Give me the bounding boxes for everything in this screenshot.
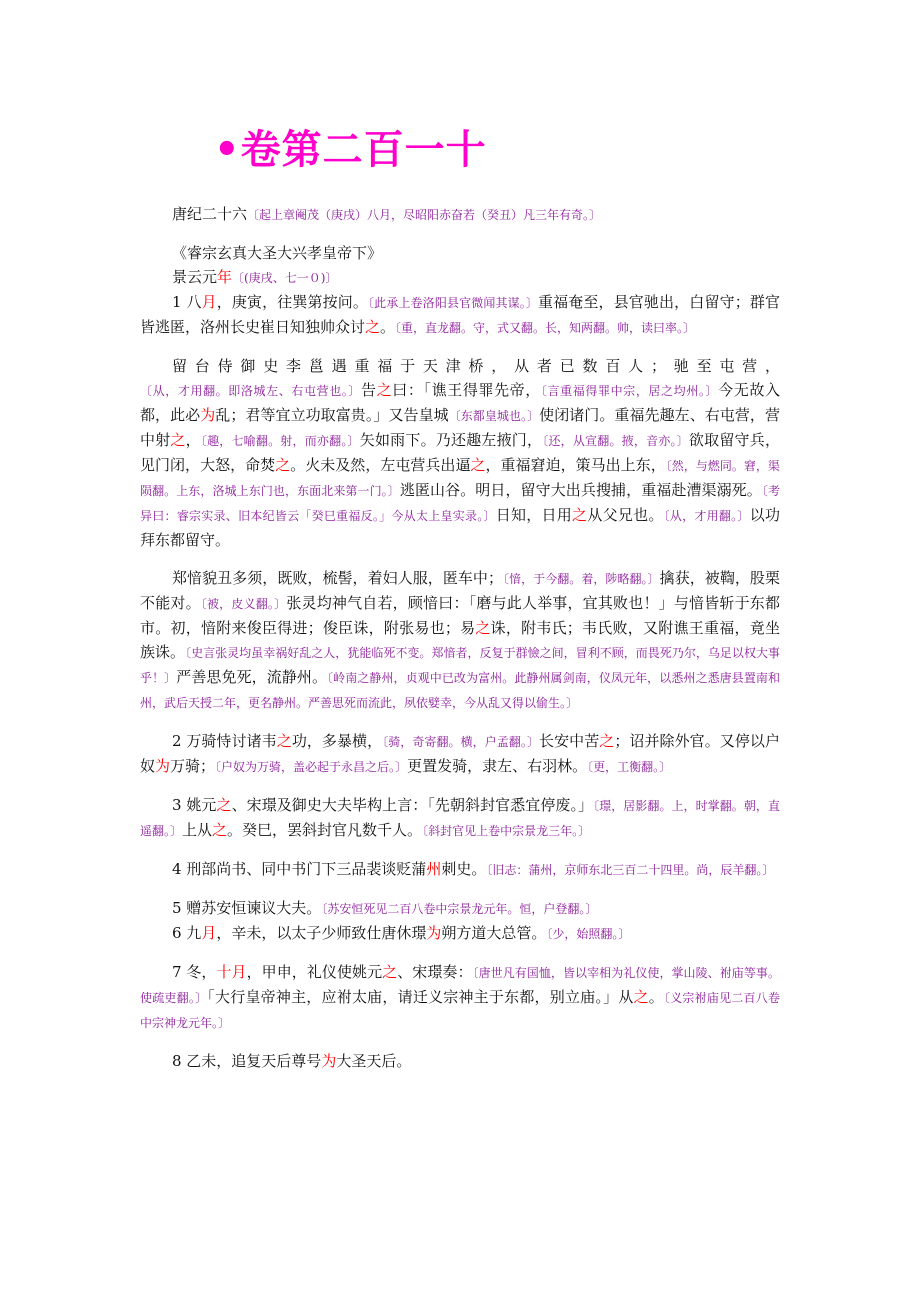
entry-paragraph xyxy=(140,290,780,340)
volume-title: •卷第二百一十 xyxy=(214,127,487,173)
main-text: 万骑； xyxy=(170,757,216,775)
annotation-text: 〔璟，居影翻。上，时掌翻。朝，直遥翻。〕 xyxy=(140,799,780,838)
highlight-char: 月 xyxy=(201,924,217,942)
highlight-char: 之 xyxy=(216,796,232,814)
main-text: 欲取留守兵，见门闭，大怒，命焚 xyxy=(140,431,780,474)
entry-paragraph xyxy=(140,566,780,715)
annotation-text: 〔更，工衡翻。〕 xyxy=(587,760,672,774)
dynasty-line xyxy=(140,202,780,227)
main-text: 告 xyxy=(361,381,377,399)
annotation-text: 〔从，才用翻。〕 xyxy=(663,509,750,523)
annotation-text: 〔还，从宣翻。掖，音亦。〕 xyxy=(542,434,689,448)
main-text: 刺史。 xyxy=(441,860,487,878)
main-text: 逃匿山谷。明日，留守大出兵搜捕，重福赴漕渠溺死。 xyxy=(399,481,762,499)
main-text: ，辛未，以太子少师致仕唐休璟 xyxy=(216,924,427,942)
main-text: 长安中苦 xyxy=(539,732,600,750)
main-text: 从父兄也。 xyxy=(587,506,664,524)
era-year-char: 年 xyxy=(217,268,233,286)
entry-paragraph xyxy=(140,960,780,1035)
dynasty-name: 唐纪二十六 xyxy=(172,205,248,223)
main-text: 3 姚元 xyxy=(172,796,217,814)
main-text: ，重福窘迫，策马出上东， xyxy=(485,456,666,474)
annotation-text: 〔趣，七喻翻。射，而亦翻。〕 xyxy=(200,434,360,448)
main-text: 。 xyxy=(648,988,664,1006)
main-text: ， xyxy=(185,431,201,449)
highlight-char: 之 xyxy=(212,821,228,839)
highlight-char: 之 xyxy=(470,456,486,474)
annotation-text: 〔重，直龙翻。守，式又翻。长，知两翻。帅，读曰率。〕 xyxy=(395,321,696,335)
main-text: 6 九 xyxy=(172,924,202,942)
entry-list xyxy=(140,290,780,1073)
annotation-text: 〔唐世凡有国恤，皆以宰相为礼仪使，掌山陵、祔庙等事。使疏吏翻。〕 xyxy=(140,966,780,1005)
highlight-char: 之 xyxy=(365,318,381,336)
annotation-text: 〔愔，于今翻。着，陟略翻。〕 xyxy=(502,572,660,586)
entry-paragraph xyxy=(140,921,780,946)
range-annotation: 〔起上章阉茂（庚戌）八月，尽昭阳赤奋若（癸丑）凡三年有奇。〕 xyxy=(247,208,602,222)
highlight-char: 之 xyxy=(475,619,491,637)
main-text: 、宋璟及御史大夫毕构上言：「先朝斜封官悉宜停废。」 xyxy=(231,796,594,814)
annotation-text: 〔考异曰：睿宗实录、旧本纪皆云「癸巳重福反。」今从太上皇实录。〕 xyxy=(140,484,780,523)
highlight-char: 之 xyxy=(170,431,186,449)
main-text: 「大行皇帝神主，应祔太庙，请迁义宗神主于东都，别立庙。」从 xyxy=(207,988,634,1006)
highlight-char: 为 xyxy=(321,1052,337,1070)
main-text: 郑愔貌丑多须，既败，梳髻，着妇人服，匿车中； xyxy=(172,569,503,587)
main-text: 。癸巳，罢斜封官凡数千人。 xyxy=(227,821,423,839)
annotation-text: 〔少，始照翻。〕 xyxy=(546,927,631,941)
highlight-char: 为 xyxy=(155,757,171,775)
annotation-text: 〔此承上卷洛阳县官微闻其谋。〕 xyxy=(368,296,538,310)
main-text: 功，多暴横， xyxy=(291,732,383,750)
main-text: 更置发骑，隶左、右羽林。 xyxy=(407,757,588,775)
main-text: 乱；君等宜立功取富贵。」又告皇城 xyxy=(215,406,449,424)
annotation-text: 〔言重福得罪中宗，居之均州。〕 xyxy=(540,384,719,398)
highlight-char: 为 xyxy=(200,406,216,424)
highlight-char: 州 xyxy=(426,860,442,878)
emperor-heading: 《睿宗玄真大圣大兴孝皇帝下》 xyxy=(172,244,383,262)
annotation-text: 〔从，才用翻。即洛城左、右屯营也。〕 xyxy=(140,384,362,398)
main-text: 诛，附韦氏；韦氏败，又附谯王重福，竟坐族诛。 xyxy=(140,619,780,661)
main-text: ；诏并除外官。又停以户奴 xyxy=(140,732,780,775)
annotation-text: 〔岭南之静州，贞观中已改为富州。此静州属剑南，仪凤元年，以悉州之悉唐县置南和州，武后天授二年，更名静州。严善思死而流此，夙依嬖幸，今从乱又得以偷生。〕 xyxy=(140,671,780,710)
highlight-char: 之 xyxy=(572,506,588,524)
annotation-text: 〔然，与燃同。窘，渠陨翻。上东，洛城上东门也，东面北来第一门。〕 xyxy=(140,459,780,498)
entry-paragraph xyxy=(140,793,780,843)
main-text: 曰：「谯王得罪先帝， xyxy=(392,381,541,399)
main-text: 留台侍御史李邕遇重福于天津桥，从者已数百人；驰至屯营， xyxy=(172,357,780,375)
main-text: 朔方道大总管。 xyxy=(441,924,547,942)
highlight-char: 之 xyxy=(276,732,292,750)
main-text: 7 冬， xyxy=(172,963,217,981)
main-text: 。火未及然，左屯营兵出逼 xyxy=(290,456,471,474)
era-line xyxy=(140,265,780,290)
highlight-char: 之 xyxy=(382,963,398,981)
document-body xyxy=(140,202,780,1073)
annotation-text: 〔骑，奇寄翻。横，户孟翻。〕 xyxy=(382,735,540,749)
annotation-text: 〔旧志：蒲州，京师东北三百二十四里。尚，辰羊翻。〕 xyxy=(486,863,775,877)
highlight-char: 为 xyxy=(426,924,442,942)
main-text: 以功拜东都留守。 xyxy=(140,506,780,549)
main-text: 。 xyxy=(380,318,396,336)
annotation-text: 〔东都皇城也。〕 xyxy=(448,409,540,423)
main-text: 2 万骑恃讨诸韦 xyxy=(172,732,277,750)
main-text: 4 刑部尚书、同中书门下三品裴谈贬蒲 xyxy=(172,860,427,878)
main-text: 5 赠苏安恒谏议大夫。 xyxy=(172,899,322,917)
main-text: 日知，日用 xyxy=(495,506,573,524)
main-text: ，庚寅，往巽第按问。 xyxy=(216,293,369,311)
highlight-char: 之 xyxy=(376,381,393,399)
highlight-char: 之 xyxy=(599,732,615,750)
main-text: 、宋璟奏： xyxy=(397,963,473,981)
main-text: 使闭诸门。重福先趣左、右屯营，营中射 xyxy=(140,406,780,449)
main-text: 严善思免死，流静州。 xyxy=(176,668,328,686)
highlight-char: 之 xyxy=(633,988,649,1006)
entry-paragraph xyxy=(140,729,780,779)
annotation-text: 〔户奴为万骑，盖必起于永昌之后。〕 xyxy=(215,760,408,774)
era-annotation: 〔(庚戌、七一０)〕 xyxy=(232,271,338,285)
main-text: 1 八 xyxy=(172,293,202,311)
annotation-text: 〔斜封官见上卷中宗景龙三年。〕 xyxy=(422,824,591,838)
main-text: 擒获，被鞫，股栗不能对。 xyxy=(140,569,780,612)
main-text: 上从 xyxy=(182,821,213,839)
highlight-char: 十月 xyxy=(216,963,247,981)
highlight-char: 月 xyxy=(201,293,217,311)
annotation-text: 〔史言张灵均虽幸祸好乱之人，犹能临死不变。郑愔者，反复于群憸之间，冒利不顾，而畏死乃尔，乌足以权大事乎！〕 xyxy=(140,646,780,685)
annotation-text: 〔被，皮义翻。〕 xyxy=(200,597,287,611)
annotation-text: 〔义宗祔庙见二百八卷中宗神龙元年。〕 xyxy=(140,991,780,1030)
era-name: 景云元 xyxy=(172,268,218,286)
annotation-text: 〔苏安恒死见二百八卷中宗景龙元年。恒，户登翻。〕 xyxy=(321,902,598,916)
main-text: 今无故入都，此必 xyxy=(140,381,780,424)
entry-paragraph xyxy=(140,1049,780,1073)
main-text: 8 乙未，追复天后尊号 xyxy=(172,1052,322,1070)
highlight-char: 之 xyxy=(275,456,291,474)
main-text: 张灵均神气自若，顾愔曰：「磨与此人举事，宜其败也！」与愔皆斩于东都市。初，愔附来俊臣得进；俊臣诛，附张易也；易 xyxy=(140,594,780,637)
main-text: 矢如雨下。乃还趣左掖门， xyxy=(359,431,543,449)
main-text: ，甲申，礼仪使姚元 xyxy=(246,963,383,981)
entry-paragraph xyxy=(140,354,780,552)
entry-paragraph xyxy=(140,896,780,921)
main-text: 重福奄至，县官驰出，白留守；群官皆逃匿，洛州长史崔日知独帅众讨 xyxy=(140,293,780,336)
entry-paragraph xyxy=(140,857,780,882)
main-text: 大圣天后。 xyxy=(336,1052,412,1070)
